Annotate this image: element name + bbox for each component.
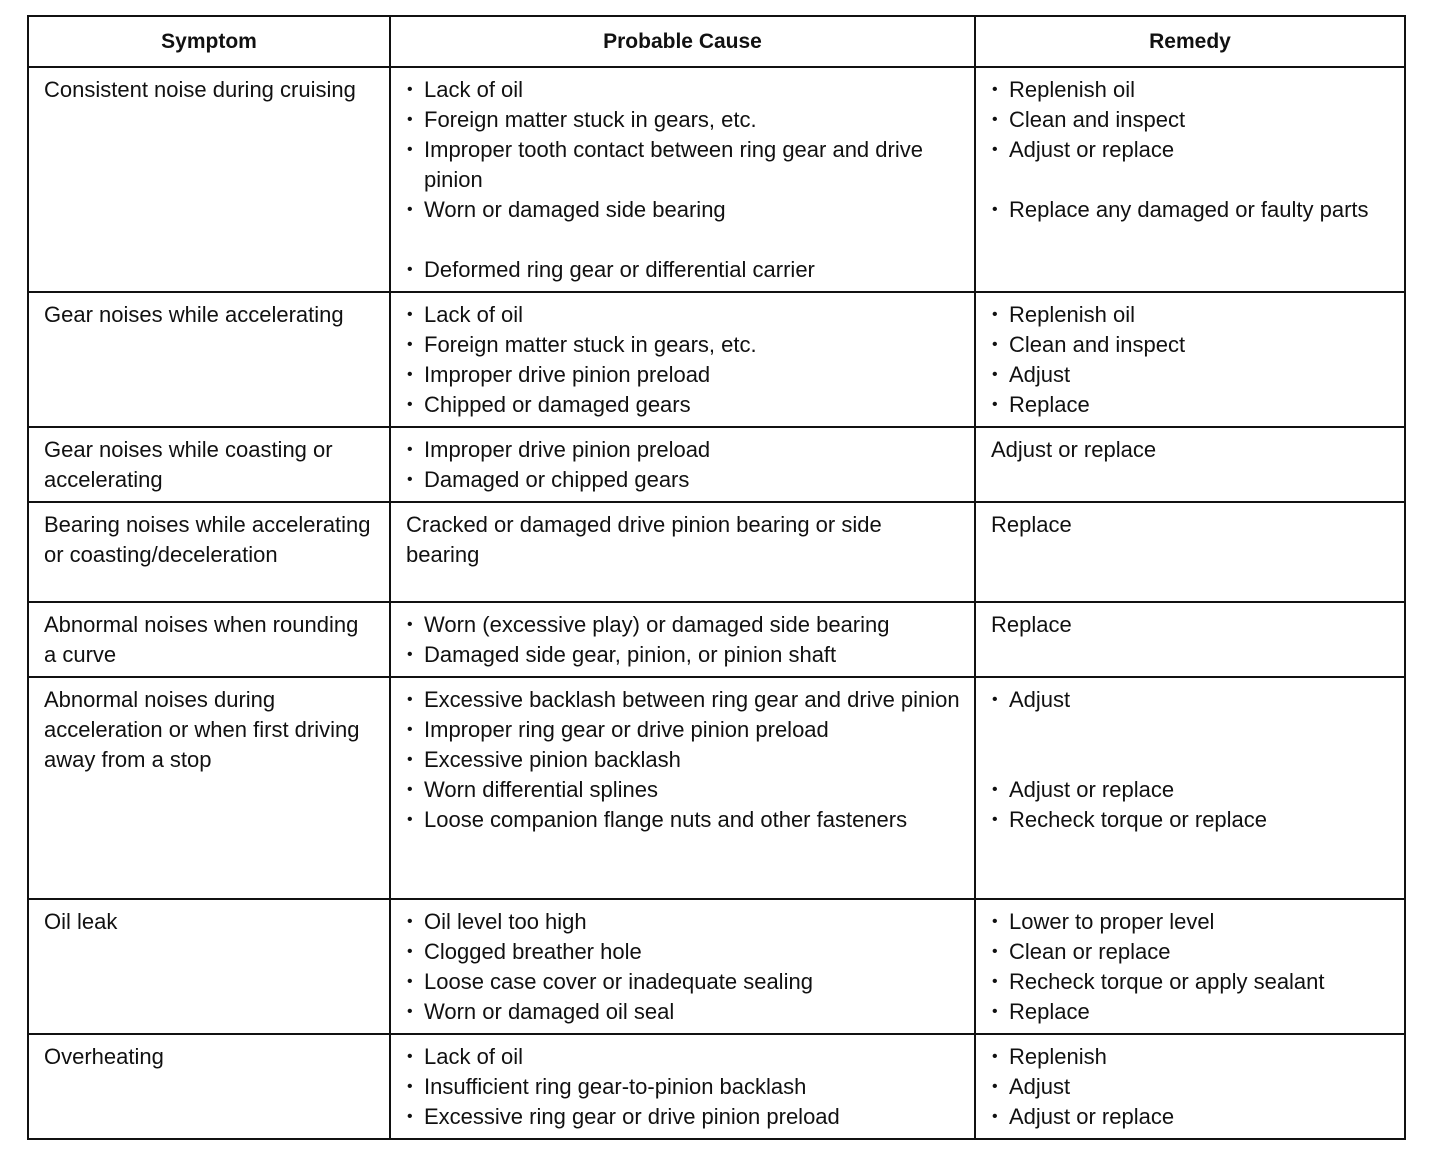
cause-cell: Cracked or damaged drive pinion bearing or side bearing: [390, 502, 975, 602]
cause-cell: [390, 677, 975, 899]
list-item: • Lack of oil: [406, 75, 960, 105]
list-item: • Replenish oil: [991, 300, 1390, 330]
remedy-cell: Replace: [975, 602, 1405, 677]
header-probable-cause: Probable Cause: [390, 16, 975, 67]
cause-cell: [390, 67, 975, 292]
cause-list: [406, 300, 960, 420]
list-item: • Foreign matter stuck in gears, etc.: [406, 105, 960, 135]
remedy-list: [991, 75, 1390, 225]
symptom-cell: Overheating: [28, 1034, 390, 1139]
cause-list: [406, 685, 960, 835]
list-item: • Adjust or replace: [991, 775, 1390, 805]
list-item: • Oil level too high: [406, 907, 960, 937]
list-item: • Replenish oil: [991, 75, 1390, 105]
table-row: [28, 502, 1405, 602]
cause-list: [406, 75, 960, 285]
remedy-cell: [975, 899, 1405, 1034]
list-item: • Adjust: [991, 360, 1390, 390]
list-item: • Clogged breather hole: [406, 937, 960, 967]
list-item: • Lack of oil: [406, 300, 960, 330]
list-item: • Worn (excessive play) or damaged side bearing: [406, 610, 960, 640]
table-row: [28, 67, 1405, 292]
symptom-cell: Abnormal noises when rounding a curve: [28, 602, 390, 677]
remedy-cell: Adjust or replace: [975, 427, 1405, 502]
list-item: • Improper drive pinion preload: [406, 360, 960, 390]
list-item: • Lower to proper level: [991, 907, 1390, 937]
list-item: • Recheck torque or apply sealant: [991, 967, 1390, 997]
remedy-list: [991, 685, 1390, 835]
list-item: • Improper ring gear or drive pinion preload: [406, 715, 960, 745]
list-item: • Damaged side gear, pinion, or pinion shaft: [406, 640, 960, 670]
list-item: • Adjust or replace: [991, 135, 1390, 165]
remedy-cell: [975, 292, 1405, 427]
list-item: • Damaged or chipped gears: [406, 465, 960, 495]
list-item: • Adjust or replace: [991, 1102, 1390, 1132]
symptom-cell: Gear noises while accelerating: [28, 292, 390, 427]
remedy-list: [991, 907, 1390, 1027]
list-item: • Replace: [991, 390, 1390, 420]
cause-list: [406, 1042, 960, 1132]
remedy-list: [991, 1042, 1390, 1132]
cause-list: [406, 435, 960, 495]
cause-list: [406, 907, 960, 1027]
remedy-list: [991, 300, 1390, 420]
symptom-cell: Bearing noises while accelerating or coasting/deceleration: [28, 502, 390, 602]
table-row: [28, 427, 1405, 502]
list-item: • Clean or replace: [991, 937, 1390, 967]
list-item: • Worn differential splines: [406, 775, 960, 805]
remedy-cell: Replace: [975, 502, 1405, 602]
symptom-cell: Gear noises while coasting or accelerating: [28, 427, 390, 502]
list-item: • Insufficient ring gear-to-pinion backlash: [406, 1072, 960, 1102]
symptom-cell: Abnormal noises during acceleration or when first driving away from a stop: [28, 677, 390, 899]
list-item: • Deformed ring gear or differential carrier: [406, 255, 960, 285]
list-item: • Replace: [991, 997, 1390, 1027]
remedy-cell: [975, 677, 1405, 899]
header-remedy: Remedy: [975, 16, 1405, 67]
list-item: • Excessive backlash between ring gear and drive pinion: [406, 685, 960, 715]
cause-list: [406, 610, 960, 670]
header-row: [28, 16, 1405, 67]
header-symptom: Symptom: [28, 16, 390, 67]
list-item: • Replace any damaged or faulty parts: [991, 195, 1390, 225]
table-row: [28, 602, 1405, 677]
symptom-cell: Consistent noise during cruising: [28, 67, 390, 292]
list-item: • Replenish: [991, 1042, 1390, 1072]
table-row: [28, 899, 1405, 1034]
list-item: • Foreign matter stuck in gears, etc.: [406, 330, 960, 360]
cause-cell: [390, 602, 975, 677]
cause-cell: [390, 1034, 975, 1139]
table-row: [28, 1034, 1405, 1139]
list-item: • Adjust: [991, 685, 1390, 715]
list-item: • Improper tooth contact between ring gear and drive pinion: [406, 135, 960, 195]
list-item: • Loose case cover or inadequate sealing: [406, 967, 960, 997]
list-item: • Excessive ring gear or drive pinion preload: [406, 1102, 960, 1132]
troubleshooting-table: [27, 15, 1406, 1140]
cause-cell: [390, 427, 975, 502]
remedy-cell: [975, 1034, 1405, 1139]
list-item: • Adjust: [991, 1072, 1390, 1102]
list-item: • Clean and inspect: [991, 330, 1390, 360]
list-item: • Worn or damaged side bearing: [406, 195, 960, 225]
cause-cell: [390, 292, 975, 427]
remedy-cell: [975, 67, 1405, 292]
list-item: • Loose companion flange nuts and other fasteners: [406, 805, 960, 835]
symptom-cell: Oil leak: [28, 899, 390, 1034]
list-item: • Recheck torque or replace: [991, 805, 1390, 835]
table-row: [28, 677, 1405, 899]
list-item: • Chipped or damaged gears: [406, 390, 960, 420]
list-item: • Lack of oil: [406, 1042, 960, 1072]
list-item: • Excessive pinion backlash: [406, 745, 960, 775]
list-item: • Improper drive pinion preload: [406, 435, 960, 465]
table-row: [28, 292, 1405, 427]
cause-cell: [390, 899, 975, 1034]
list-item: • Worn or damaged oil seal: [406, 997, 960, 1027]
list-item: • Clean and inspect: [991, 105, 1390, 135]
